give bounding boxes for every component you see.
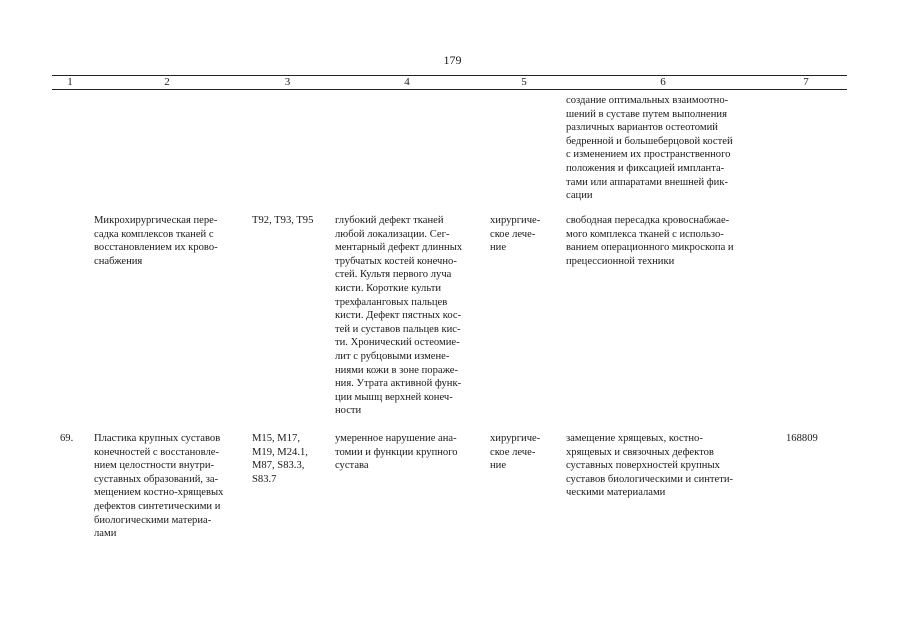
column-number: 5: [521, 76, 527, 88]
text-line: ментарный дефект длинных: [335, 242, 463, 254]
text-line: S83.7: [252, 473, 277, 485]
text-line: томии и функции крупного: [335, 446, 458, 458]
text-line: хрящевых и связочных дефектов: [566, 446, 714, 458]
text-line: M19, M24.1,: [252, 446, 308, 458]
column-number: 1: [67, 76, 73, 88]
text-line: ции мышц верхней конеч-: [335, 391, 453, 403]
text-line: трубчатых костей конечно-: [335, 255, 457, 267]
treatment-type: [490, 432, 556, 473]
text-line: лами: [94, 528, 117, 540]
text-line: M15, M17,: [252, 433, 300, 444]
text-line: свободная пересадка кровоснабжае-: [566, 215, 730, 226]
text-line: T92, T93, T95: [252, 215, 314, 226]
text-line: ние: [490, 460, 507, 472]
text-line: M87, S83.3,: [252, 460, 305, 472]
column-number: 2: [164, 76, 170, 88]
text-line: ния. Утрата активной функ-: [335, 378, 462, 390]
text-line: сустава: [335, 460, 369, 472]
column-number: 7: [803, 76, 809, 88]
text-line: создание оптимальных взаимоотно-: [566, 95, 729, 106]
text-line: суставных поверхностей крупных: [566, 460, 720, 472]
text-line: мого комплекса тканей с использо-: [566, 228, 724, 240]
text-line: положения и фиксацией импланта-: [566, 162, 725, 174]
text-line: дефектов синтетическими и: [94, 500, 221, 512]
text-line: ти. Хронический остеомие-: [335, 337, 460, 349]
text-line: бедренной и большеберцовой костей: [566, 135, 733, 147]
text-line: нием целостности внутри-: [94, 460, 215, 472]
text-line: прецессионной техники: [566, 255, 675, 267]
text-line: Микрохирургическая пере-: [94, 215, 218, 226]
text-line: глубокий дефект тканей: [335, 215, 444, 226]
text-line: конечностей с восстановле-: [94, 446, 219, 458]
text-line: различных вариантов остеотомий: [566, 122, 718, 134]
text-line: сации: [566, 190, 593, 202]
patient-model: [335, 214, 481, 418]
treatment-type: [490, 214, 556, 255]
text-line: хирургиче-: [490, 215, 541, 226]
treatment-method: [566, 214, 762, 268]
text-line: восстановлением их крово-: [94, 242, 218, 254]
continuation-treatment-method: [566, 94, 762, 203]
text-line: ское лече-: [490, 228, 536, 240]
text-line: лит с рубцовыми измене-: [335, 350, 450, 362]
text-line: шений в суставе путем выполнения: [566, 108, 727, 120]
text-line: ние: [490, 242, 507, 254]
text-line: суставных образований, за-: [94, 473, 219, 485]
text-line: ское лече-: [490, 446, 536, 458]
treatment-method: [566, 432, 762, 500]
text-line: замещение хрящевых, костно-: [566, 433, 703, 444]
icd-codes: [252, 432, 324, 486]
column-number: 3: [284, 76, 291, 88]
text-line: кисти. Короткие культи: [335, 282, 442, 294]
text-line: садка комплексов тканей с: [94, 228, 214, 240]
text-line: Пластика крупных суставов: [94, 433, 221, 444]
text-line: стей. Культя первого луча: [335, 269, 452, 281]
text-line: снабжения: [94, 255, 143, 267]
text-line: ванием операционного микроскопа и: [566, 242, 734, 254]
text-line: ности: [335, 405, 362, 417]
text-line: с изменением их пространственного: [566, 149, 731, 161]
text-line: тей и суставов пальцев кис-: [335, 323, 461, 335]
text-line: суставов биологическими и синтети-: [566, 473, 734, 485]
patient-model: [335, 432, 481, 473]
text-line: хирургиче-: [490, 433, 541, 444]
column-number: 6: [660, 76, 666, 88]
icd-codes: [252, 214, 324, 228]
page-number: 179: [443, 53, 462, 67]
text-line: ниями кожи в зоне пораже-: [335, 364, 458, 376]
text-line: ческими материалами: [566, 487, 666, 499]
text-line: мещением костно-хрящевых: [94, 487, 224, 499]
cost-value: 168809: [786, 433, 818, 444]
row-number: 69.: [60, 433, 74, 444]
column-number: 4: [404, 76, 410, 88]
text-line: трехфаланговых пальцев: [335, 296, 448, 308]
text-line: кисти. Дефект пястных кос-: [335, 310, 462, 322]
text-line: умеренное нарушение ана-: [335, 433, 457, 444]
text-line: любой локализации. Сег-: [335, 228, 450, 240]
text-line: биологическими материа-: [94, 514, 212, 526]
procedure-name: [94, 214, 242, 268]
procedure-name: [94, 432, 242, 541]
text-line: тами или аппаратами внешней фик-: [566, 176, 728, 188]
